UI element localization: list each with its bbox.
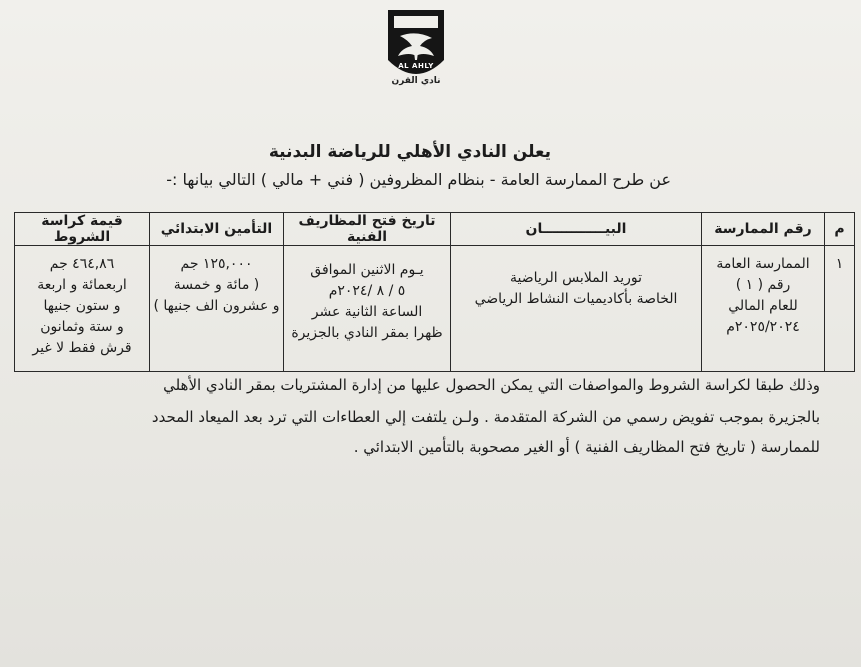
cell-num: ١	[825, 246, 855, 372]
cell-opening-date: يـوم الاثنين الموافق ٥ / ٨ /٢٠٢٤م الساعة الثانية عشر ظهرا بمقر النادي بالجزيرة	[284, 246, 451, 372]
header-insurance: التأمين الابتدائي	[150, 213, 284, 246]
body-paragraph-line-3: للممارسة ( تاريخ فتح المظاريف الفنية ) أو الغير مصحوبة بالتأمين الابتدائي .	[353, 438, 820, 456]
header-num: م	[825, 213, 855, 246]
page-title: يعلن النادي الأهلي للرياضة البدنية	[268, 142, 551, 162]
cell-insurance: ١٢٥,٠٠٠ جم ( مائة و خمسة و عشرون الف جنيها )	[150, 246, 284, 372]
tender-table	[14, 212, 855, 372]
header-booklet-value: قيمة كراسة الشروط	[15, 213, 150, 246]
body-paragraph-line-2: بالجزيرة بموجب تفويض رسمي من الشركة المتقدمة . ولـن يلتفت إلي العطاءات التي ترد بعد الميعاد المحدد	[151, 408, 820, 426]
cell-statement: توريد الملابس الرياضية الخاصة بأكاديميات النشاط الرياضي	[451, 246, 702, 372]
header-statement: البيـــــــــــــان	[451, 213, 702, 246]
page-subtitle: عن طرح الممارسة العامة - بنظام المظروفين ( فني + مالي ) التالي بيانها :-	[166, 170, 671, 189]
header-opening-date: تاريخ فتح المظاريف الفنية	[284, 213, 451, 246]
logo-caption: نادي القرن	[391, 76, 441, 86]
table-header-row	[15, 213, 855, 246]
table-row	[15, 246, 855, 372]
header-practice-no: رقم الممارسة	[702, 213, 825, 246]
cell-practice-no: الممارسة العامة رقم ( ١ ) للعام المالي ٢٠٢٥/٢٠٢٤م	[702, 246, 825, 372]
logo-brand-text: AL AHLY	[398, 62, 434, 70]
body-paragraph-line-1: وذلك طبقا لكراسة الشروط والمواصفات التي يمكن الحصول عليها من إدارة المشتريات بمقر النادي الأهلي	[163, 376, 820, 394]
cell-booklet-value: ٤٦٤,٨٦ جم اربعمائة و اربعة و ستون جنيها و ستة وثمانون قرش فقط لا غير	[15, 246, 150, 372]
